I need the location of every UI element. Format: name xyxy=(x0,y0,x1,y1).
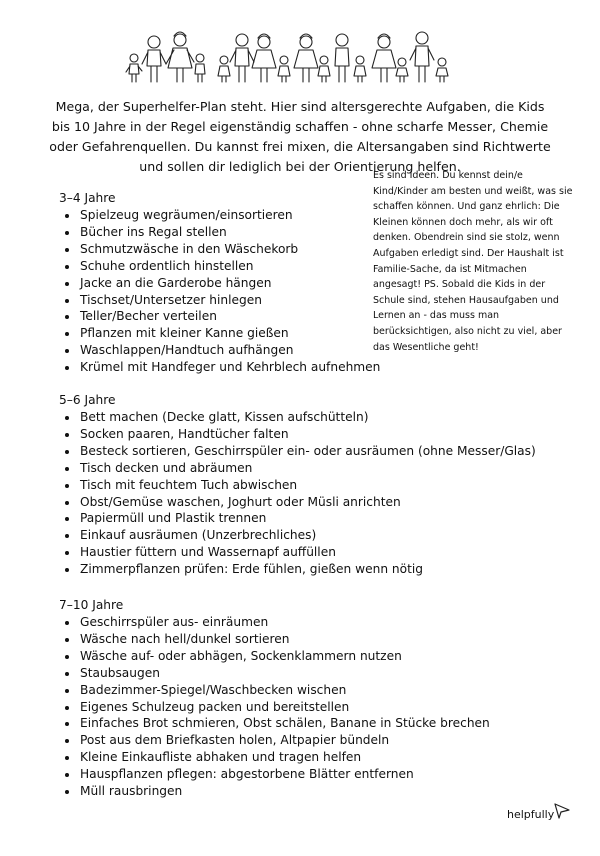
brand-logo-text: helpfully xyxy=(507,808,555,821)
task-item: Staubsaugen xyxy=(59,665,539,682)
family-group-2 xyxy=(218,34,290,82)
task-item: Schmutzwäsche in den Wäschekorb xyxy=(59,241,359,258)
task-item: Bücher ins Regal stellen xyxy=(59,224,359,241)
task-item: Badezimmer-Spiegel/Waschbecken wischen xyxy=(59,682,539,699)
task-item: Haustier füttern und Wassernapf auffüllen xyxy=(59,544,539,561)
task-item: Wäsche nach hell/dunkel sortieren xyxy=(59,631,539,648)
task-item: Obst/Gemüse waschen, Joghurt oder Müsli anrichten xyxy=(59,494,539,511)
age-group-5-6 xyxy=(59,392,539,578)
paper-plane-icon xyxy=(552,801,572,821)
intro-text: Mega, der Superhelfer-Plan steht. Hier sind altersgerechte Aufgaben, die Kids bis 10 Jahre in der Regel eigenständig schaffen - ohne scharfe Messer, Chemie oder Gefahrenquellen. Du kannst frei mixen, die Altersangaben sind Richtwerte und sollen dir lediglich bei der Orientierung helfen. xyxy=(49,99,551,174)
task-item: Tischset/Untersetzer hinlegen xyxy=(59,292,359,309)
task-list xyxy=(59,409,539,578)
family-illustration xyxy=(120,28,480,86)
task-item: Einkauf ausräumen (Unzerbrechliches) xyxy=(59,527,539,544)
family-group-1 xyxy=(126,32,205,82)
task-item: Besteck sortieren, Geschirrspüler ein- oder ausräumen (ohne Messer/Glas) xyxy=(59,443,539,460)
task-item: Schuhe ordentlich hinstellen xyxy=(59,258,359,275)
task-item: Spielzeug wegräumen/einsortieren xyxy=(59,207,359,224)
task-item: Hauspflanzen pflegen: abgestorbene Blätter entfernen xyxy=(59,766,539,783)
task-item: Eigenes Schulzeug packen und bereitstellen xyxy=(59,699,539,716)
task-item: Müll rausbringen xyxy=(59,783,539,800)
age-group-3-4 xyxy=(59,190,381,376)
task-item: Teller/Becher verteilen xyxy=(59,308,359,325)
task-list xyxy=(59,207,381,376)
task-item: Pflanzen mit kleiner Kanne gießen xyxy=(59,325,359,342)
side-note: Es sind Ideen. Du kennst dein/e Kind/Kinder am besten und weißt, was sie schaffen können. Und ganz ehrlich: Die Kleinen können doch mehr, als wir oft denken. Obendrein sind sie stolz, wenn Aufgaben erledigt sind. Der Haushalt ist Familie-Sache, da ist Mitmachen angesagt! PS. Sobald die Kids in der Schule sind, stehen Hausaufgaben und Lernen an - das muss man berücksichtigen, also nicht zu viel, aber das Wesentliche geht! xyxy=(373,170,573,353)
task-item: Papiermüll und Plastik trennen xyxy=(59,510,539,527)
task-item: Bett machen (Decke glatt, Kissen aufschütteln) xyxy=(59,409,539,426)
age-group-title: 5–6 Jahre xyxy=(59,393,116,407)
age-group-title: 3–4 Jahre xyxy=(59,191,116,205)
age-group-title: 7–10 Jahre xyxy=(59,598,124,612)
task-item: Tisch decken und abräumen xyxy=(59,460,539,477)
task-item: Waschlappen/Handtuch aufhängen xyxy=(59,342,359,359)
task-item: Tisch mit feuchtem Tuch abwischen xyxy=(59,477,539,494)
task-item: Einfaches Brot schmieren, Obst schälen, Banane in Stücke brechen xyxy=(59,715,539,732)
task-item: Kleine Einkaufliste abhaken und tragen helfen xyxy=(59,749,539,766)
age-group-7-10 xyxy=(59,597,539,800)
task-item: Socken paaren, Handtücher falten xyxy=(59,426,539,443)
task-item: Wäsche auf- oder abhägen, Sockenklammern nutzen xyxy=(59,648,539,665)
task-item: Zimmerpflanzen prüfen: Erde fühlen, gießen wenn nötig xyxy=(59,561,539,578)
task-list xyxy=(59,614,539,800)
task-item: Geschirrspüler aus- einräumen xyxy=(59,614,539,631)
task-item: Krümel mit Handfeger und Kehrblech aufnehmen xyxy=(59,359,359,376)
family-group-3 xyxy=(294,34,366,82)
family-group-4 xyxy=(372,32,448,82)
task-item: Post aus dem Briefkasten holen, Altpapier bündeln xyxy=(59,732,539,749)
task-item: Jacke an die Garderobe hängen xyxy=(59,275,359,292)
